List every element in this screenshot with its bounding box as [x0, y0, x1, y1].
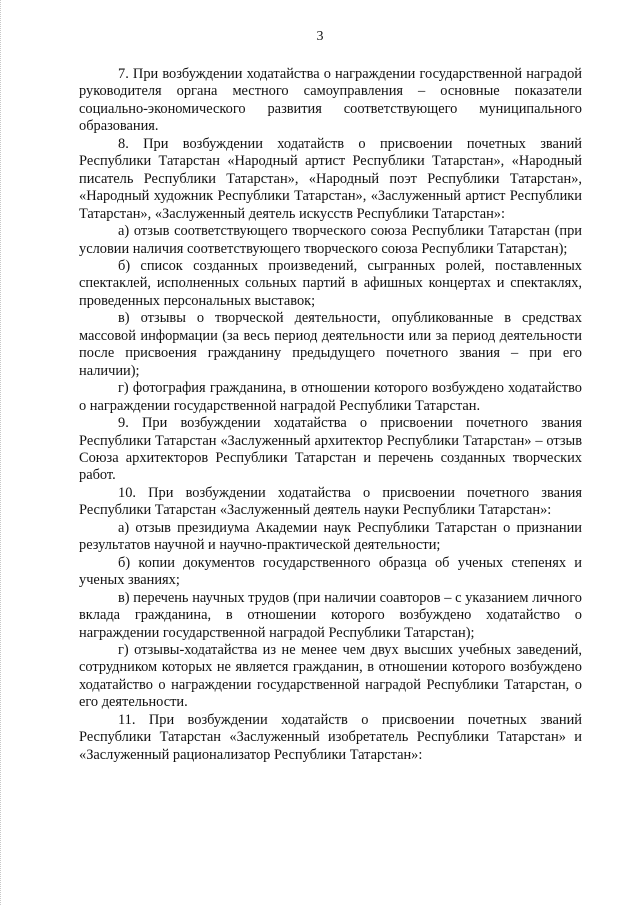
paragraph-8-a: а) отзыв соответствующего творческого союза Республики Татарстан (при условии наличия соответствующего творческого союза Республики Татарстан);: [79, 223, 582, 257]
paragraph-10-v: в) перечень научных трудов (при наличии соавторов – с указанием личного вклада гражданина, в отношении которого возбуждено ходатайство о награждении государственной наградой Республики Татарстан);: [79, 589, 582, 641]
paragraph-9: 9. При возбуждении ходатайства о присвоении почетного звания Республики Татарстан «Заслуженный архитектор Республики Татарстан» – отзыв Союза архитекторов Республики Татарстан и перечень созданных творческих работ.: [79, 415, 582, 484]
paragraph-10-a: а) отзыв президиума Академии наук Республики Татарстан о признании результатов научной и научно-практической деятельности;: [79, 519, 582, 554]
document-body: [79, 66, 582, 764]
paragraph-8-v: в) отзывы о творческой деятельности, опубликованные в средствах массовой информации (за весь период деятельности или за период деятельности после присвоения гражданину предыдущего почетного звания – при его наличии);: [79, 310, 582, 379]
paragraph-7: 7. При возбуждении ходатайства о награждении государственной наградой руководителя органа местного самоуправления – основные показатели социально-экономического развития соответствующего муниципального образования.: [79, 66, 582, 135]
paragraph-8-g: г) фотография гражданина, в отношении которого возбуждено ходатайство о награждении государственной наградой Республики Татарстан.: [79, 380, 582, 414]
paragraph-10-b: б) копии документов государственного образца об ученых степенях и ученых званиях;: [79, 554, 582, 589]
paragraph-10-g: г) отзывы-ходатайства из не менее чем двух высших учебных заведений, сотрудником которых не является гражданин, в отношении которого возбуждено ходатайство о награждении государственной наградой Республики Татарстан, о его деятельности.: [79, 641, 582, 711]
paragraph-10: 10. При возбуждении ходатайства о присвоении почетного звания Республики Татарстан «Заслуженный деятель науки Республики Татарстан»:: [79, 484, 582, 519]
page-left-edge: [0, 0, 2, 905]
paragraph-8-b: б) список созданных произведений, сыгранных ролей, поставленных спектаклей, исполненных сольных партий в афишных концертах и спектаклях, проведенных персональных выставок;: [79, 257, 582, 309]
paragraph-8: 8. При возбуждении ходатайств о присвоении почетных званий Республики Татарстан «Народный артист Республики Татарстан», «Народный писатель Республики Татарстан», «Народный поэт Республики Татарстан», «Народный художник Республики Татарстан», «Заслуженный артист Республики Татарстан», «Заслуженный деятель искусств Республики Татарстан»:: [79, 135, 582, 222]
page-number: 3: [316, 29, 324, 44]
paragraph-11: 11. При возбуждении ходатайств о присвоении почетных званий Республики Татарстан «Заслуженный изобретатель Республики Татарстан» и «Заслуженный рационализатор Республики Татарстан»:: [79, 711, 582, 763]
